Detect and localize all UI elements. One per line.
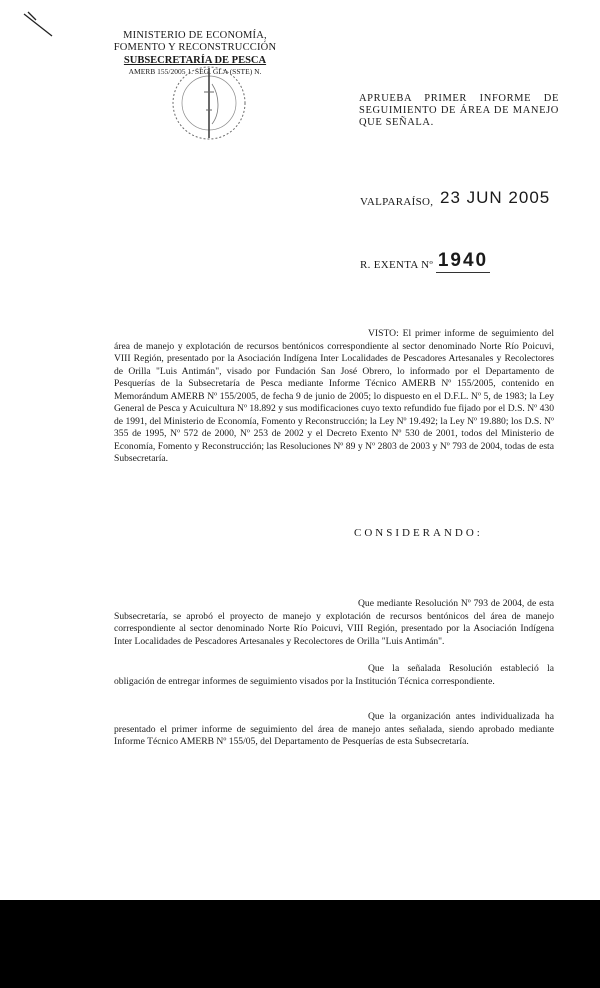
ministry-division: FOMENTO Y RECONSTRUCCIÓN bbox=[113, 42, 277, 53]
ministry-name: MINISTERIO DE ECONOMÍA, bbox=[123, 30, 267, 41]
subject-line: QUE SEÑALA. bbox=[359, 117, 434, 128]
subject-line: SEGUIMIENTO DE ÁREA DE MANEJO bbox=[359, 105, 559, 116]
visto-paragraph: VISTO: El primer informe de seguimiento del área de manejo y explotación de recursos bentónicos correspondiente al sector denominado Norte Río Poicuvi, VIII Región, presentado por la Asociación Indígena Inter Localidades de Pescadores Artesanales y Recolectores de Orilla "Luis Antimán", visado por Fundación San José Obrero, lo informado por el Departamento de Pesquerías de la Subsecretaría de Pesca mediante Informe Técnico AMERB Nº 155/2005, contenido en Memorándum AMERB Nº 155/2005, de fecha 9 de junio de 2005; lo dispuesto en el D.F.L. Nº 5, de 1983; la Ley General de Pesca y Acuicultura Nº 18.892 y sus modificaciones cuyo texto refundido fue fijado por el D.S. Nº 430 de 1991, del Ministerio de Economía, Fomento y Reconstrucción; la Ley Nº 19.492; la Ley Nº 19.880; los D.S. Nº 355 de 1995, Nº 572 de 2000, Nº 253 de 2002 y el Decreto Exento Nº 530 de 2001, todos del Ministerio de Economía, Fomento y Reconstrucción; las Resoluciones Nº 89 y Nº 2803 de 2003 y Nº 793 de 2004, todas de esta Subsecretaría. bbox=[114, 328, 554, 464]
considerando-paragraph: Que mediante Resolución Nº 793 de 2004, de esta Subsecretaría, se aprobó el proyecto de manejo y explotación de recursos bentónicos del área de manejo correspondiente al sector denominado Norte Río Poicuvi, VIII Región, presentado por la Asociación Indígena Inter Localidades de Pescadores Artesanales y Recolectores de Orilla "Luis Antimán". bbox=[114, 598, 554, 647]
considerando-heading: CONSIDERANDO: bbox=[354, 527, 483, 539]
subsecretaria-name: SUBSECRETARÍA DE PESCA bbox=[123, 55, 267, 66]
considerando-paragraph: Que la señalada Resolución estableció la obligación de entregar informes de seguimiento visados por la Institución Técnica correspondiente. bbox=[114, 663, 554, 687]
resolution-label: R. EXENTA Nº bbox=[360, 259, 434, 271]
resolution-number: 1940 bbox=[437, 250, 489, 271]
scan-border bbox=[0, 900, 600, 988]
reference-code: AMERB 155/2005 1. SEG. GLA (SSTE) N. bbox=[128, 67, 262, 76]
resolution-subject bbox=[359, 93, 559, 129]
considerando-paragraph: Que la organización antes individualizada ha presentado el primer informe de seguimiento del área de manejo antes señalada, siendo aprobado mediante Informe Técnico AMERB Nº 155/05, del Departamento de Pesquerías de esta Subsecretaría. bbox=[114, 711, 554, 747]
handwritten-mark-icon bbox=[22, 10, 62, 40]
ministry-seal-icon bbox=[168, 62, 250, 144]
date-stamp: 23 JUN 2005 bbox=[440, 188, 551, 207]
place-label: VALPARAÍSO, bbox=[360, 196, 434, 208]
subject-line: APRUEBA PRIMER INFORME DE bbox=[359, 93, 559, 104]
